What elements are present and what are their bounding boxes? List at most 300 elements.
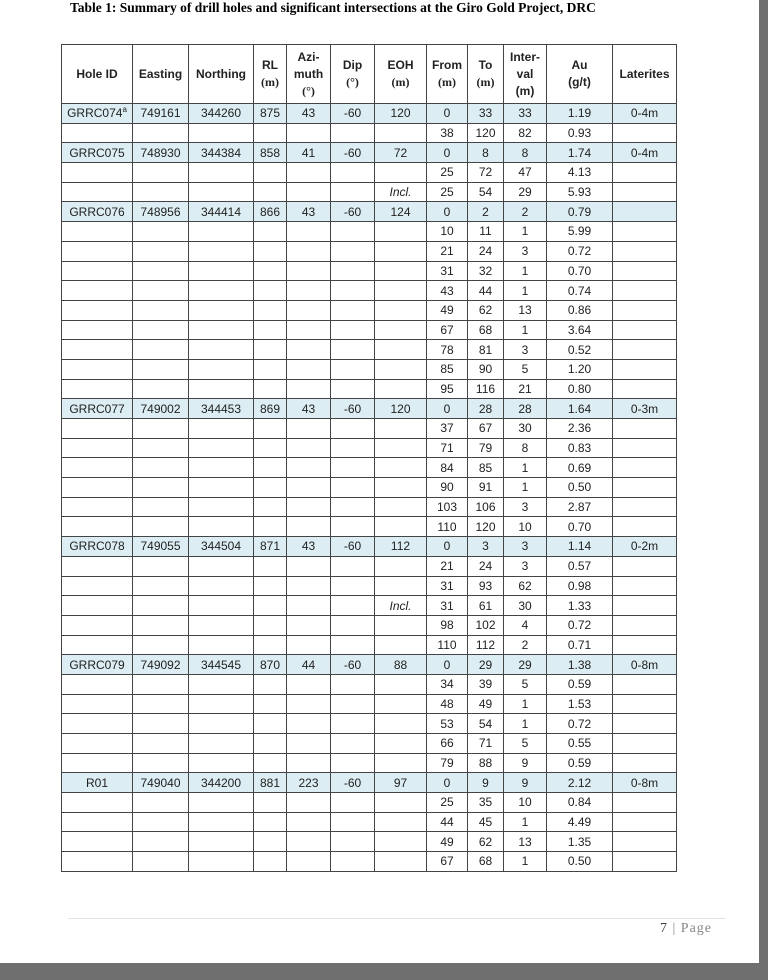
cell-laterites: [613, 340, 677, 360]
cell-hole-id: GRRC076: [62, 202, 133, 222]
cell-laterites: [613, 379, 677, 399]
cell-northing: [189, 478, 254, 498]
cell-from: 53: [427, 714, 468, 734]
cell-northing: [189, 596, 254, 616]
cell-laterites: [613, 163, 677, 183]
cell-rl: [254, 478, 287, 498]
table-row: [62, 123, 677, 143]
cell-northing: [189, 438, 254, 458]
cell-laterites: [613, 222, 677, 242]
cell-rl: 866: [254, 202, 287, 222]
cell-dip: -60: [331, 104, 375, 124]
cell-interval: 10: [504, 793, 547, 813]
cell-northing: 344453: [189, 399, 254, 419]
cell-northing: [189, 379, 254, 399]
cell-to: 8: [468, 143, 504, 163]
cell-to: 49: [468, 694, 504, 714]
table-row: [62, 773, 677, 793]
cell-interval: 13: [504, 300, 547, 320]
cell-eoh: 72: [375, 143, 427, 163]
cell-from: 21: [427, 241, 468, 261]
table-row: [62, 300, 677, 320]
cell-eoh: Incl.: [375, 596, 427, 616]
table-row: [62, 852, 677, 872]
cell-easting: 749092: [133, 655, 189, 675]
cell-to: 44: [468, 281, 504, 301]
cell-from: 0: [427, 537, 468, 557]
table-row: [62, 556, 677, 576]
cell-rl: 858: [254, 143, 287, 163]
cell-dip: [331, 300, 375, 320]
cell-rl: [254, 320, 287, 340]
cell-northing: [189, 694, 254, 714]
cell-northing: 344384: [189, 143, 254, 163]
cell-laterites: [613, 359, 677, 379]
cell-from: 0: [427, 104, 468, 124]
cell-easting: [133, 222, 189, 242]
cell-dip: [331, 753, 375, 773]
cell-eoh: [375, 222, 427, 242]
cell-easting: [133, 458, 189, 478]
cell-azimuth: [287, 576, 331, 596]
cell-northing: [189, 419, 254, 439]
cell-azimuth: [287, 163, 331, 183]
cell-hole-id: [62, 556, 133, 576]
cell-interval: 47: [504, 163, 547, 183]
cell-dip: [331, 596, 375, 616]
cell-rl: [254, 163, 287, 183]
table-row: [62, 222, 677, 242]
cell-hole-id: [62, 832, 133, 852]
cell-au: 2.12: [547, 773, 613, 793]
cell-laterites: 0-4m: [613, 143, 677, 163]
cell-hole-id: [62, 241, 133, 261]
cell-easting: [133, 163, 189, 183]
cell-dip: -60: [331, 143, 375, 163]
cell-to: 71: [468, 734, 504, 754]
cell-from: 71: [427, 438, 468, 458]
cell-dip: [331, 793, 375, 813]
cell-to: 54: [468, 714, 504, 734]
cell-rl: [254, 438, 287, 458]
cell-from: 85: [427, 359, 468, 379]
table-row: [62, 596, 677, 616]
cell-hole-id: [62, 281, 133, 301]
table-row: [62, 832, 677, 852]
cell-hole-id: GRRC078: [62, 537, 133, 557]
cell-au: 0.70: [547, 517, 613, 537]
cell-to: 68: [468, 852, 504, 872]
cell-rl: [254, 674, 287, 694]
cell-au: 0.59: [547, 674, 613, 694]
cell-au: 0.50: [547, 852, 613, 872]
table-row: [62, 615, 677, 635]
cell-to: 11: [468, 222, 504, 242]
cell-laterites: [613, 793, 677, 813]
cell-northing: [189, 674, 254, 694]
cell-rl: 871: [254, 537, 287, 557]
table-row: [62, 241, 677, 261]
cell-laterites: [613, 714, 677, 734]
header-au: Au (g/t): [547, 45, 613, 104]
cell-rl: [254, 556, 287, 576]
cell-hole-id: [62, 596, 133, 616]
cell-rl: [254, 517, 287, 537]
cell-laterites: [613, 261, 677, 281]
cell-from: 31: [427, 596, 468, 616]
cell-azimuth: [287, 852, 331, 872]
cell-eoh: [375, 300, 427, 320]
cell-dip: [331, 714, 375, 734]
cell-azimuth: [287, 438, 331, 458]
cell-easting: [133, 832, 189, 852]
table-row: [62, 537, 677, 557]
cell-dip: [331, 163, 375, 183]
table-row: [62, 694, 677, 714]
cell-easting: [133, 674, 189, 694]
cell-northing: [189, 281, 254, 301]
cell-rl: [254, 734, 287, 754]
cell-eoh: [375, 281, 427, 301]
cell-northing: 344414: [189, 202, 254, 222]
cell-azimuth: [287, 359, 331, 379]
cell-azimuth: [287, 320, 331, 340]
cell-easting: [133, 478, 189, 498]
cell-rl: [254, 793, 287, 813]
cell-from: 98: [427, 615, 468, 635]
cell-easting: [133, 852, 189, 872]
cell-dip: [331, 852, 375, 872]
cell-hole-id: [62, 734, 133, 754]
cell-hole-id: [62, 123, 133, 143]
table-row: [62, 812, 677, 832]
header-to: To (m): [468, 45, 504, 104]
cell-eoh: [375, 517, 427, 537]
cell-eoh: [375, 852, 427, 872]
cell-au: 5.99: [547, 222, 613, 242]
cell-azimuth: [287, 281, 331, 301]
cell-from: 49: [427, 300, 468, 320]
cell-hole-id: [62, 222, 133, 242]
cell-rl: [254, 182, 287, 202]
cell-northing: 344545: [189, 655, 254, 675]
cell-dip: [331, 123, 375, 143]
cell-interval: 9: [504, 753, 547, 773]
cell-interval: 1: [504, 812, 547, 832]
cell-hole-id: [62, 359, 133, 379]
page-label: Page: [680, 921, 712, 936]
cell-easting: [133, 517, 189, 537]
table-row: [62, 714, 677, 734]
cell-au: 1.38: [547, 655, 613, 675]
cell-interval: 1: [504, 281, 547, 301]
drill-holes-table: [61, 44, 677, 872]
cell-northing: [189, 241, 254, 261]
cell-northing: [189, 222, 254, 242]
cell-interval: 2: [504, 202, 547, 222]
cell-laterites: [613, 281, 677, 301]
cell-easting: 749055: [133, 537, 189, 557]
cell-to: 88: [468, 753, 504, 773]
cell-azimuth: [287, 340, 331, 360]
cell-to: 61: [468, 596, 504, 616]
cell-azimuth: [287, 674, 331, 694]
cell-easting: [133, 497, 189, 517]
cell-hole-id: [62, 497, 133, 517]
cell-northing: [189, 340, 254, 360]
cell-laterites: [613, 241, 677, 261]
cell-azimuth: 43: [287, 104, 331, 124]
cell-interval: 3: [504, 556, 547, 576]
cell-easting: [133, 281, 189, 301]
cell-hole-id: [62, 517, 133, 537]
cell-hole-id: GRRC077: [62, 399, 133, 419]
cell-dip: [331, 576, 375, 596]
cell-from: 43: [427, 281, 468, 301]
cell-azimuth: [287, 478, 331, 498]
cell-au: 1.14: [547, 537, 613, 557]
cell-easting: [133, 340, 189, 360]
table-row: [62, 163, 677, 183]
table-row: [62, 202, 677, 222]
cell-au: 1.64: [547, 399, 613, 419]
cell-interval: 13: [504, 832, 547, 852]
cell-to: 62: [468, 832, 504, 852]
cell-interval: 62: [504, 576, 547, 596]
cell-northing: [189, 714, 254, 734]
cell-to: 81: [468, 340, 504, 360]
cell-au: 1.20: [547, 359, 613, 379]
cell-from: 67: [427, 320, 468, 340]
cell-easting: [133, 635, 189, 655]
cell-au: 0.70: [547, 261, 613, 281]
cell-laterites: [613, 734, 677, 754]
header-laterites: Laterites: [613, 45, 677, 104]
header-from: From (m): [427, 45, 468, 104]
cell-azimuth: 44: [287, 655, 331, 675]
cell-eoh: Incl.: [375, 182, 427, 202]
cell-eoh: [375, 615, 427, 635]
cell-interval: 5: [504, 734, 547, 754]
cell-interval: 8: [504, 143, 547, 163]
cell-rl: [254, 832, 287, 852]
cell-hole-id: [62, 812, 133, 832]
header-dip: Dip (°): [331, 45, 375, 104]
cell-laterites: [613, 694, 677, 714]
cell-laterites: [613, 812, 677, 832]
cell-to: 28: [468, 399, 504, 419]
cell-eoh: [375, 674, 427, 694]
cell-rl: [254, 615, 287, 635]
cell-easting: [133, 123, 189, 143]
cell-hole-id: [62, 320, 133, 340]
cell-from: 31: [427, 576, 468, 596]
cell-to: 72: [468, 163, 504, 183]
cell-from: 48: [427, 694, 468, 714]
cell-easting: 748930: [133, 143, 189, 163]
cell-easting: [133, 793, 189, 813]
cell-au: 4.13: [547, 163, 613, 183]
cell-easting: [133, 576, 189, 596]
cell-interval: 33: [504, 104, 547, 124]
page-separator: |: [672, 921, 677, 936]
cell-hole-id: [62, 694, 133, 714]
cell-rl: [254, 222, 287, 242]
cell-dip: -60: [331, 655, 375, 675]
cell-au: 3.64: [547, 320, 613, 340]
cell-au: 0.93: [547, 123, 613, 143]
cell-eoh: [375, 340, 427, 360]
cell-hole-id: [62, 379, 133, 399]
cell-azimuth: 43: [287, 202, 331, 222]
cell-eoh: 97: [375, 773, 427, 793]
cell-from: 79: [427, 753, 468, 773]
table-row: [62, 320, 677, 340]
table-row: [62, 182, 677, 202]
cell-rl: 881: [254, 773, 287, 793]
cell-rl: [254, 300, 287, 320]
cell-from: 38: [427, 123, 468, 143]
cell-au: 0.98: [547, 576, 613, 596]
page-number: [660, 921, 712, 937]
cell-northing: [189, 320, 254, 340]
cell-easting: [133, 596, 189, 616]
cell-dip: [331, 359, 375, 379]
cell-azimuth: [287, 497, 331, 517]
cell-eoh: [375, 812, 427, 832]
cell-laterites: 0-8m: [613, 773, 677, 793]
cell-laterites: [613, 596, 677, 616]
cell-to: 102: [468, 615, 504, 635]
cell-eoh: [375, 458, 427, 478]
table-row: [62, 419, 677, 439]
cell-to: 3: [468, 537, 504, 557]
cell-hole-id: [62, 753, 133, 773]
cell-rl: 875: [254, 104, 287, 124]
cell-rl: [254, 379, 287, 399]
cell-northing: [189, 163, 254, 183]
cell-northing: [189, 734, 254, 754]
cell-to: 116: [468, 379, 504, 399]
cell-hole-id: [62, 438, 133, 458]
cell-to: 2: [468, 202, 504, 222]
table-row: [62, 655, 677, 675]
cell-from: 25: [427, 182, 468, 202]
cell-azimuth: [287, 556, 331, 576]
cell-eoh: [375, 359, 427, 379]
cell-azimuth: [287, 615, 331, 635]
cell-interval: 9: [504, 773, 547, 793]
header-eoh: EOH (m): [375, 45, 427, 104]
cell-hole-id: [62, 714, 133, 734]
cell-northing: [189, 615, 254, 635]
cell-eoh: [375, 734, 427, 754]
cell-eoh: [375, 714, 427, 734]
table-row: [62, 458, 677, 478]
cell-easting: [133, 438, 189, 458]
table-row: [62, 143, 677, 163]
cell-interval: 82: [504, 123, 547, 143]
cell-laterites: 0-4m: [613, 104, 677, 124]
cell-from: 66: [427, 734, 468, 754]
cell-northing: [189, 556, 254, 576]
cell-rl: 869: [254, 399, 287, 419]
header-interval: Inter- val (m): [504, 45, 547, 104]
table-row: [62, 674, 677, 694]
cell-easting: [133, 714, 189, 734]
cell-to: 39: [468, 674, 504, 694]
cell-to: 85: [468, 458, 504, 478]
cell-au: 2.87: [547, 497, 613, 517]
cell-azimuth: 223: [287, 773, 331, 793]
cell-azimuth: [287, 753, 331, 773]
cell-northing: [189, 517, 254, 537]
cell-dip: [331, 222, 375, 242]
cell-interval: 1: [504, 320, 547, 340]
cell-interval: 4: [504, 615, 547, 635]
cell-interval: 1: [504, 714, 547, 734]
cell-interval: 30: [504, 596, 547, 616]
cell-dip: [331, 694, 375, 714]
cell-interval: 10: [504, 517, 547, 537]
cell-dip: [331, 419, 375, 439]
cell-azimuth: [287, 734, 331, 754]
cell-dip: [331, 812, 375, 832]
cell-dip: [331, 478, 375, 498]
cell-easting: [133, 300, 189, 320]
cell-eoh: [375, 635, 427, 655]
cell-au: 0.72: [547, 241, 613, 261]
cell-eoh: 88: [375, 655, 427, 675]
cell-to: 93: [468, 576, 504, 596]
cell-laterites: [613, 438, 677, 458]
cell-to: 24: [468, 241, 504, 261]
cell-dip: [331, 438, 375, 458]
cell-rl: [254, 261, 287, 281]
cell-azimuth: [287, 222, 331, 242]
cell-rl: [254, 753, 287, 773]
cell-to: 120: [468, 123, 504, 143]
cell-laterites: 0-3m: [613, 399, 677, 419]
cell-from: 37: [427, 419, 468, 439]
cell-from: 90: [427, 478, 468, 498]
cell-hole-id: [62, 793, 133, 813]
cell-rl: [254, 812, 287, 832]
cell-to: 90: [468, 359, 504, 379]
cell-from: 0: [427, 143, 468, 163]
cell-azimuth: 43: [287, 537, 331, 557]
cell-rl: [254, 123, 287, 143]
cell-to: 24: [468, 556, 504, 576]
cell-easting: [133, 261, 189, 281]
header-easting: Easting: [133, 45, 189, 104]
table-row: [62, 281, 677, 301]
cell-easting: [133, 241, 189, 261]
cell-interval: 1: [504, 694, 547, 714]
cell-northing: [189, 359, 254, 379]
cell-eoh: [375, 576, 427, 596]
table-caption: Table 1: Summary of drill holes and significant intersections at the Giro Gold Project, DRC: [70, 0, 596, 15]
cell-azimuth: [287, 832, 331, 852]
cell-easting: [133, 359, 189, 379]
table-row: [62, 635, 677, 655]
cell-au: 0.50: [547, 478, 613, 498]
cell-au: 1.74: [547, 143, 613, 163]
cell-interval: 8: [504, 438, 547, 458]
cell-au: 0.80: [547, 379, 613, 399]
table-row: [62, 359, 677, 379]
cell-interval: 29: [504, 655, 547, 675]
